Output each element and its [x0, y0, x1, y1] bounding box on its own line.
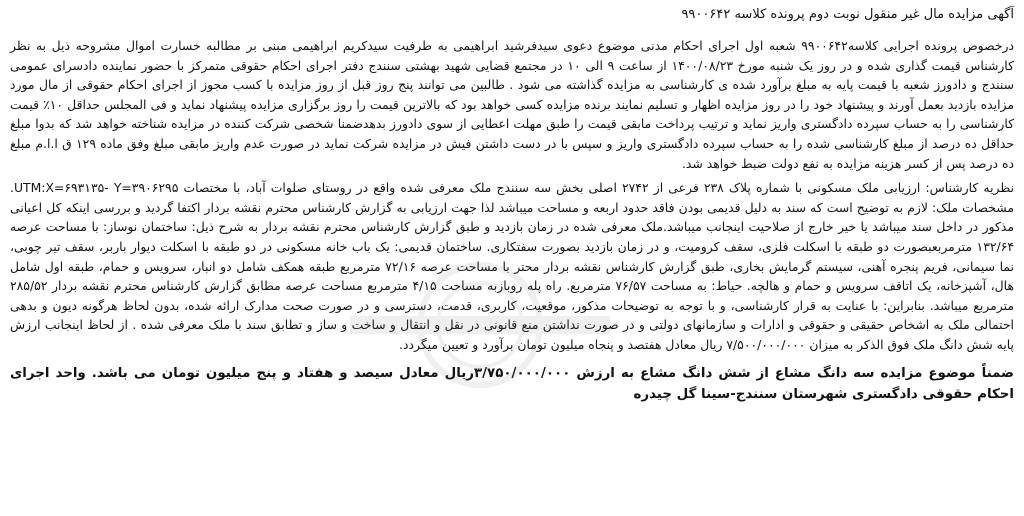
auction-terms-paragraph: درخصوص پرونده اجرایی کلاسه۹۹۰۰۶۴۲ شعبه اول اجرای احکام مدنی موضوع دعوی سیدفرشید ابراهیمی به طرفیت سیدکریم ابراهیمی مبنی بر مطالبه خسارت اموال مشروحه ذیل به نظر کارشناس قیمت گذاری شده و در روز یک شنبه مورخ ۱۴۰۰/۰۸/۲۳ از ساعت ۹ الی ۱۰ در مجتمع قضایی شهید بهشتی سنندج دفتر اجرای احکام حقوقی متمرکز با حضور نماینده دادسرای عمومی سنندج و دادورز شعبه با قیمت پایه به مبلغ برآورد شده ی کارشناسی به مزایده گذاشته می شود . طالبین می توانند پنج روز قبل از روز مزایده با کسب مجوز از اجرای احکام حقوقی از مال مورد مزایده بازدید بعمل آورند و پیشنهاد خود را در روز مزایده اظهار و تسلیم نمایند برنده مزایده کسی خواهد بود که بالاترین قیمت را روز برگزاری مزایده پیشنهاد نماید و فی المجلس حداقل ۱۰٪ قیمت کارشناسی را به حساب سپرده دادگستری واریز نماید و ترتیب پرداخت مابقی قیمت را طبق مهلت اعطایی از سوی دادورز بدهدضمنا شخصی شرکت کننده در مزایده شناخته خواهد شد که بدوا مبلغ حداقل ده درصد از مبلغ کارشناسی شده را به حساب سپرده دادگستری واریز و سپس با در دست داشتن فیش در مزایده شرکت نماید در صورت عدم واریز مابقی مبلغ وفق ماده ۱۲۹ ق ا.ا.م مبلغ ده درصد پس از کسر هزینه مزایده به نفع دولت ضبط خواهد شد. — [10, 38, 1014, 171]
expert-opinion-paragraph: نظریه کارشناس: ارزیابی ملک مسکونی با شماره پلاک ۲۳۸ فرعی از ۲۷۴۲ اصلی بخش سه سنندج ملک معرفی شده واقع در روستای صلوات آباد، با مختصات UTM:X=۶۹۳۱۳۵- Y=۳۹۰۶۲۹۵. مشخصات ملک: لازم به توضیح است که سند به دلیل قدیمی بودن فاقد حدود اربعه و مساحت میباشد لذا جهت ارزیابی به گزارش کارشناس محترم نقشه بردار اکتفا گردید و بررسی اینکه کل اعیانی مذکور در داخل سند میباشد یا خیر خارج از صلاحیت اینجانب میباشد.ملک معرفی شده در زمان بازدید و طبق گزارش کارشناس محترم نقشه بردار به شرح ذیل: ساختمان نوساز: با مساحت عرصه ۱۳۲/۶۴ مترمربعبصورت دو طبقه با اسکلت فلزی، سقف کرومیت، و در زمان بازدید بصورت سفتکاری. ساختمان قدیمی: یک باب خانه مسکونی در دو طبقه با اسکلت دیوار باربر، سقف تیر چوبی، نما سیمانی، فریم پنجره آهنی، سیستم گرمایش بخاری، طبق گزارش کارشناس نقشه بردار محتر با مساحت عرصه ۷۲/۱۶ مترمربع طبقه همکف شامل دو انبار، سرویس و حمام، طبقه اول شامل هال، آشپزخانه، یک اتاقف سرویس و حمام و هالچه. حیاط: به مساحت ۷۶/۵۷ مترمربع. راه پله روبازبه مساحت ۴/۱۵ مترمربع مساحت عرصه مطابق گزارش کارشناس محترم نقشه بردار ۲۸۵/۵۲ مترمربع میباشد. بنابراین: با عنایت به قرار کارشناسی، و با توجه به توضیحات مذکور، موقعیت، کاربری، قدمت، دسترسی و در صورت صحت مدارک ارائه شده، بدون لحاظ هرگونه دیون و بدهی احتمالی ملک به اشخاص حقیقی و حقوقی و ادارات و سازمانهای دولتی و در صورت نداشتن منع قانونی در نقل و انتقال و ساخت و ساز و تطابق سند با ملک معرفی شده . از لحاظ اینجانب ارزش پایه شش دانگ ملک فوق الذکر به میزان ۷/۵۰۰/۰۰۰/۰۰۰ ریال معادل هفتصد و پنجاه میلیون تومان برآورد و تعیین میگردد. — [10, 180, 1014, 352]
notice-title: آگهی مزایده مال غیر منقول نوبت دوم پرونده کلاسه ۹۹۰۰۶۴۲ — [681, 7, 1014, 22]
auction-value-paragraph: ضمناً موضوع مزایده سه دانگ مشاع از شش دانگ مشاع به ارزش ۳/۷۵۰/۰۰۰/۰۰۰ریال معادل سیصد و هفتاد و پنج میلیون تومان می باشد. واحد اجرای احکام حقوقی دادگستری شهرستان سنندج-سینا گل چیدره — [10, 365, 1014, 402]
